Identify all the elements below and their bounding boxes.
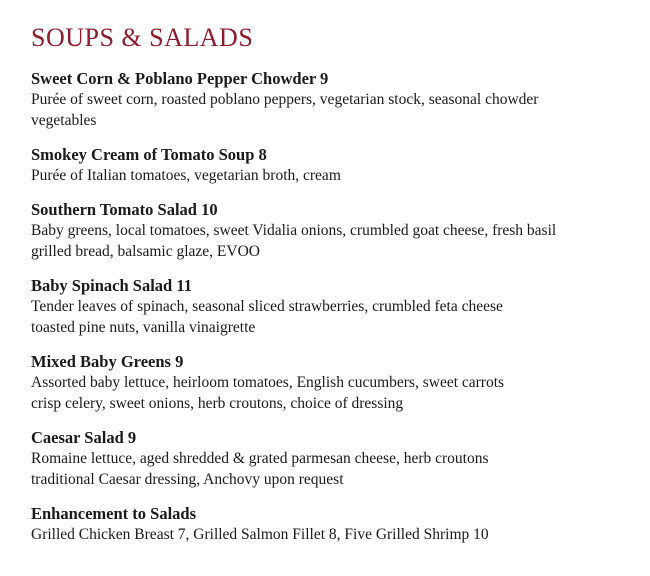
menu-item	[31, 199, 641, 262]
item-description	[31, 165, 641, 186]
menu-item	[31, 351, 641, 414]
menu-item	[31, 427, 641, 490]
item-description	[31, 448, 641, 490]
menu-page	[31, 22, 641, 558]
description-line: grilled bread, balsamic glaze, EVOO	[31, 243, 260, 260]
description-line: vegetables	[31, 112, 97, 129]
description-line: Tender leaves of spinach, seasonal sliced strawberries, crumbled feta cheese	[31, 298, 503, 315]
menu-item	[31, 503, 641, 545]
menu-item	[31, 144, 641, 186]
description-line: Romaine lettuce, aged shredded & grated parmesan cheese, herb croutons	[31, 450, 489, 467]
item-description	[31, 220, 641, 262]
description-line: toasted pine nuts, vanilla vinaigrette	[31, 319, 256, 336]
item-description	[31, 89, 641, 131]
description-line: Assorted baby lettuce, heirloom tomatoes, English cucumbers, sweet carrots	[31, 374, 505, 391]
description-line: Baby greens, local tomatoes, sweet Vidalia onions, crumbled goat cheese, fresh basil	[31, 222, 557, 239]
menu-item	[31, 275, 641, 338]
item-description	[31, 296, 641, 338]
item-name: Southern Tomato Salad 10	[31, 200, 218, 219]
description-line: crisp celery, sweet onions, herb croutons, choice of dressing	[31, 395, 404, 412]
description-line: Purée of sweet corn, roasted poblano peppers, vegetarian stock, seasonal chowder	[31, 91, 539, 108]
item-name: Sweet Corn & Poblano Pepper Chowder 9	[31, 69, 329, 88]
menu-item	[31, 68, 641, 131]
description-line: traditional Caesar dressing, Anchovy upon request	[31, 471, 344, 488]
item-name: Caesar Salad 9	[31, 428, 137, 447]
item-name: Enhancement to Salads	[31, 504, 197, 523]
item-description	[31, 372, 641, 414]
item-name: Baby Spinach Salad 11	[31, 276, 192, 295]
item-name: Mixed Baby Greens 9	[31, 352, 184, 371]
item-description	[31, 524, 641, 545]
item-name: Smokey Cream of Tomato Soup 8	[31, 145, 267, 164]
description-line: Grilled Chicken Breast 7, Grilled Salmon Fillet 8, Five Grilled Shrimp 10	[31, 526, 489, 543]
description-line: Purée of Italian tomatoes, vegetarian broth, cream	[31, 167, 341, 184]
section-title: SOUPS & SALADS	[31, 23, 254, 52]
